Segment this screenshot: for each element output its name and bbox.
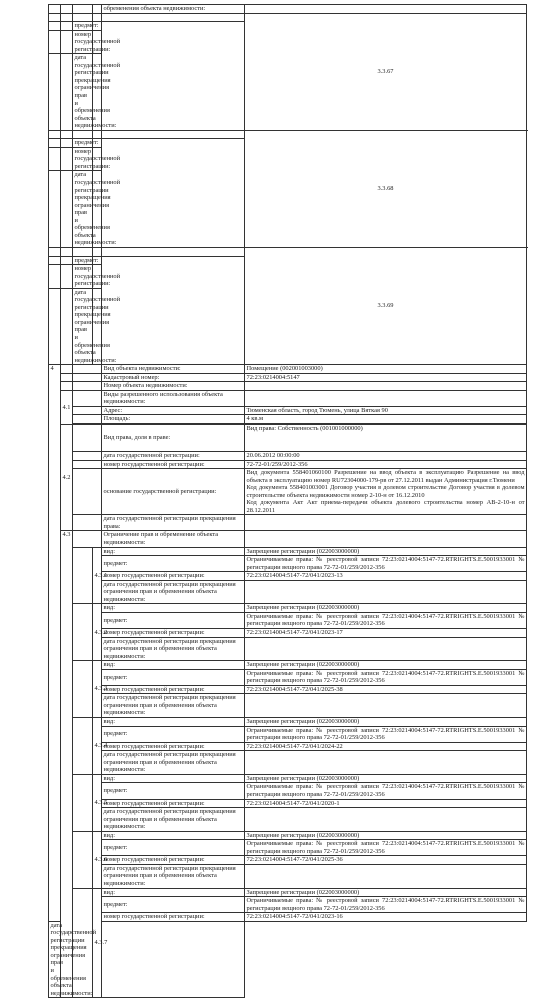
- address-row: [49, 406, 527, 415]
- reg-number-label: номер государственной регистрации:: [103, 913, 205, 921]
- encumbrance-subject-row: [49, 669, 527, 685]
- encumbrance-type: Запрещение регистрации (022003000000): [246, 661, 360, 669]
- object-type-label: Вид объекта недвижимости:: [103, 365, 181, 373]
- predmet-label: предмет:: [103, 730, 128, 738]
- predmet-label: предмет:: [74, 22, 99, 30]
- cadastral-row: [49, 373, 527, 382]
- encumbrance-termination-row: [49, 808, 527, 832]
- vid-label: вид:: [103, 774, 115, 782]
- encumbrance-number: 4.3.2: [94, 628, 108, 636]
- termination-date-label: дата государственной регистрации прекращения ограничения прав и обременения объекта недвижимости:: [103, 751, 236, 774]
- encumbrance-subject: Ограничиваемые права: № реестровой записи 72:23:0214004:5147-72.RTRIGHTS.E.5001933001 № регистрации вещного права 72-72-01/259/2012-356: [246, 783, 525, 798]
- predmet-label: предмет:: [103, 787, 128, 795]
- basis-doc-1: Вид документа 558401060100 Разрешение на ввод объекта в эксплуатацию Разрешение на ввод объекта в эксплуатацию номер RU72304000-179-рв от 27.12.2011 выдан Администрация г.Тюмени: [246, 469, 525, 484]
- vid-label: вид:: [103, 661, 115, 669]
- encumbrance-number-row: [49, 856, 527, 865]
- area-value: 4 кв.м: [246, 415, 264, 423]
- item-number: 3.3.68: [377, 185, 394, 193]
- encumbrance-termination-row: [49, 694, 527, 718]
- encumbrance-number: 4.3.7: [94, 939, 108, 947]
- address-value: Тюменская область, город Тюмень, улица Вяткая 90: [246, 406, 388, 414]
- encumbrance-number: 4.3.6: [94, 855, 108, 863]
- basis-label: основание государственной регистрации:: [103, 487, 217, 495]
- restrictions-label: Ограничение прав и обременение объекта недвижимости:: [103, 531, 219, 546]
- right-type-label: Вид права, доля в праве:: [103, 434, 171, 442]
- vid-label: вид:: [103, 604, 115, 612]
- reg-date-value: 20.06.2012 00:00:00: [246, 451, 300, 459]
- cadastral-label: Кадастровый номер:: [103, 373, 160, 381]
- encumbrance-number: 4.3.1: [94, 571, 108, 579]
- encumbrance-termination-row: [49, 751, 527, 775]
- object-type-value: Помещение (002001003000): [246, 365, 323, 373]
- encumbrance-number-row: [49, 572, 527, 581]
- reg-number-label: номер государственной регистрации:: [103, 460, 205, 468]
- reg-date-row: [49, 451, 527, 460]
- encumbrance-subject-row: [49, 840, 527, 856]
- area-label: Площадь:: [103, 415, 131, 423]
- basis-doc-2: Код документа 558401003001 Договор участия в долевом строительстве Договор участия в долевом строительстве объекта недвижимости номер 2-10-н от 16.12.2010: [246, 484, 525, 499]
- vid-label: вид:: [103, 831, 115, 839]
- reg-number-label: номер государственной регистрации:: [74, 265, 121, 288]
- vid-label: вид:: [103, 547, 115, 555]
- encumbrance-subject: Ограничиваемые права: № реестровой записи 72:23:0214004:5147-72.RTRIGHTS.E.5001933001 № регистрации вещного права 72-72-01/259/2012-356: [246, 840, 525, 855]
- predmet-label: предмет:: [103, 844, 128, 851]
- address-label: Адрес:: [103, 406, 123, 414]
- encumbrance-vid-row: [49, 718, 527, 727]
- encumbrance-subject-row: [49, 726, 527, 742]
- encumbrance-type: Запрещение регистрации (022003000000): [246, 547, 360, 555]
- right-termination-label: дата государственной регистрации прекращения права:: [103, 515, 236, 530]
- top-item-row: [49, 130, 527, 139]
- top-item-row: [49, 13, 527, 22]
- encumbrance-subject-row: [49, 897, 527, 913]
- reg-number-value: 72-72-01/259/2012-356: [246, 460, 308, 468]
- object-type-row: [49, 365, 527, 374]
- section-4-3: 4.3: [62, 531, 71, 539]
- encumbrance-subject-row: [49, 556, 527, 572]
- permitted-use-row: [49, 390, 527, 406]
- termination-date-label: дата государственной регистрации прекращения ограничения прав и обременения объекта недвижимости:: [74, 171, 121, 247]
- reg-number-row: [49, 460, 527, 469]
- termination-date-label: дата государственной регистрации прекращения ограничения прав и обременения объекта недвижимости:: [103, 808, 236, 831]
- extract-document: [48, 4, 526, 998]
- encumbrance-number-row: [49, 629, 527, 638]
- predmet-label: предмет:: [74, 139, 99, 147]
- encumbrance-termination-row: [49, 921, 527, 997]
- item-number: 3.3.67: [377, 67, 394, 75]
- encumbrance-subject: Ограничиваемые права: № реестровой записи 72:23:0214004:5147-72.RTRIGHTS.E.5001933001 № регистрации вещного права 72-72-01/259/2012-356: [246, 556, 525, 571]
- encumbrance-termination-row: [49, 580, 527, 604]
- predmet-label: предмет:: [103, 673, 128, 681]
- reg-number-label: номер государственной регистрации:: [103, 629, 205, 637]
- label-obrem: обременения объекта недвижимости:: [102, 5, 245, 14]
- termination-date-label: дата государственной регистрации прекращения ограничения прав и обременения объекта недвижимости:: [103, 864, 236, 887]
- encumbrance-vid-row: [49, 661, 527, 670]
- item-number: 3.3.69: [377, 302, 394, 310]
- section-4-2: 4.2: [62, 473, 71, 481]
- vid-label: вид:: [103, 888, 115, 896]
- termination-date-label: дата государственной регистрации прекращения ограничения прав и обременения объекта недвижимости:: [103, 637, 236, 660]
- encumbrance-reg-number: 72:23:0214004:5147-72/041/2023-13: [246, 572, 343, 580]
- encumbrance-subject: Ограничиваемые права: № реестровой записи 72:23:0214004:5147-72.RTRIGHTS.E.5001933001 № регистрации вещного права 72-72-01/259/2012-356: [246, 669, 525, 685]
- permitted-use-label: Виды разрешенного использования объекта недвижимости:: [103, 390, 223, 406]
- termination-date-label: дата государственной регистрации прекращения ограничения прав и обременения объекта недвижимости:: [50, 921, 97, 997]
- vid-label: вид:: [103, 718, 115, 726]
- encumbrance-type: Запрещение регистрации (022003000000): [246, 718, 360, 726]
- object-number-row: [49, 382, 527, 391]
- encumbrance-reg-number: 72:23:0214004:5147-72/041/2025-36: [246, 856, 343, 864]
- section-number: 4: [50, 365, 54, 373]
- encumbrance-vid-row: [49, 774, 527, 783]
- encumbrance-subject: Ограничиваемые права: № реестровой записи 72:23:0214004:5147-72.RTRIGHTS.E.5001933001 № регистрации вещного права 72-72-01/259/2012-356: [246, 897, 525, 912]
- encumbrance-subject: Ограничиваемые права: № реестровой записи 72:23:0214004:5147-72.RTRIGHTS.E.5001933001 № регистрации вещного права 72-72-01/259/2012-356: [246, 726, 525, 742]
- top-item-row: [49, 247, 527, 256]
- reg-number-label: номер государственной регистрации:: [103, 799, 205, 807]
- section-4-1: 4.1: [62, 403, 71, 411]
- encumbrance-vid-row: [49, 831, 527, 840]
- encumbrance-subject-row: [49, 612, 527, 628]
- encumbrance-vid-row: [49, 604, 527, 613]
- encumbrance-vid-row: [49, 888, 527, 897]
- reg-number-label: номер государственной регистрации:: [103, 572, 205, 580]
- encumbrance-number: 4.3.5: [94, 799, 108, 806]
- predmet-label: предмет:: [74, 256, 99, 264]
- encumbrance-number-row: [49, 799, 527, 808]
- continuation-row: [49, 5, 527, 14]
- encumbrance-reg-number: 72:23:0214004:5147-72/041/2024-22: [246, 742, 343, 750]
- encumbrance-type: Запрещение регистрации (022003000000): [246, 888, 360, 896]
- encumbrance-type: Запрещение регистрации (022003000000): [246, 831, 360, 839]
- encumbrance-number: 4.3.4: [94, 742, 108, 750]
- encumbrance-number-row: [49, 913, 527, 922]
- encumbrance-number-row: [49, 742, 527, 751]
- reg-number-label: номер государственной регистрации:: [74, 147, 121, 170]
- encumbrance-vid-row: [49, 547, 527, 556]
- encumbrance-type: Запрещение регистрации (022003000000): [246, 604, 360, 612]
- reg-number-label: номер государственной регистрации:: [103, 856, 205, 864]
- right-type-value: Вид права: Собственность (001001000000): [246, 424, 363, 432]
- encumbrance-reg-number: 72:23:0214004:5147-72/041/2025-38: [246, 685, 343, 693]
- encumbrance-reg-number: 72:23:0214004:5147-72/041/2020-1: [246, 799, 340, 807]
- reg-number-label: номер государственной регистрации:: [103, 742, 205, 750]
- property-table: [48, 4, 527, 998]
- termination-date-label: дата государственной регистрации прекращения ограничения прав и обременения объекта недвижимости:: [74, 54, 121, 130]
- basis-row: [49, 469, 527, 515]
- right-row: [49, 424, 527, 451]
- encumbrance-subject-row: [49, 783, 527, 799]
- reg-number-label: номер государственной регистрации:: [103, 685, 205, 693]
- encumbrance-termination-row: [49, 637, 527, 661]
- termination-date-label: дата государственной регистрации прекращения ограничения прав и обременения объекта недвижимости:: [103, 580, 236, 603]
- encumbrance-type: Запрещение регистрации (022003000000): [246, 774, 360, 782]
- encumbrance-reg-number: 72:23:0214004:5147-72/041/2023-17: [246, 629, 343, 637]
- restrictions-row: [49, 531, 527, 547]
- encumbrance-reg-number: 72:23:0214004:5147-72/041/2023-16: [246, 913, 343, 921]
- predmet-label: предмет:: [103, 559, 128, 567]
- termination-row: [49, 515, 527, 531]
- basis-doc-3: Код документа Акт Акт приема-передачи объекта долевого строительства номер АВ-2-10-н от 28.12.2011: [246, 499, 525, 514]
- encumbrance-number-row: [49, 685, 527, 694]
- predmet-label: предмет:: [103, 616, 128, 624]
- area-row: [49, 415, 527, 424]
- predmet-label: предмет:: [103, 900, 128, 908]
- termination-date-label: дата государственной регистрации прекращения ограничения прав и обременения объекта недвижимости:: [74, 288, 121, 364]
- reg-number-label: номер государственной регистрации:: [74, 30, 121, 53]
- cadastral-value: 72:23:0214004:5147: [246, 373, 300, 381]
- object-number-label: Номер объекта недвижимости:: [103, 382, 188, 390]
- termination-date-label: дата государственной регистрации прекращения ограничения прав и обременения объекта недвижимости:: [103, 694, 236, 717]
- encumbrance-termination-row: [49, 864, 527, 888]
- encumbrance-subject: Ограничиваемые права: № реестровой записи 72:23:0214004:5147-72.RTRIGHTS.E.5001933001 № регистрации вещного права 72-72-01/259/2012-356: [246, 612, 525, 628]
- reg-date-label: дата государственной регистрации:: [103, 451, 200, 459]
- encumbrance-number: 4.3.3: [94, 685, 108, 693]
